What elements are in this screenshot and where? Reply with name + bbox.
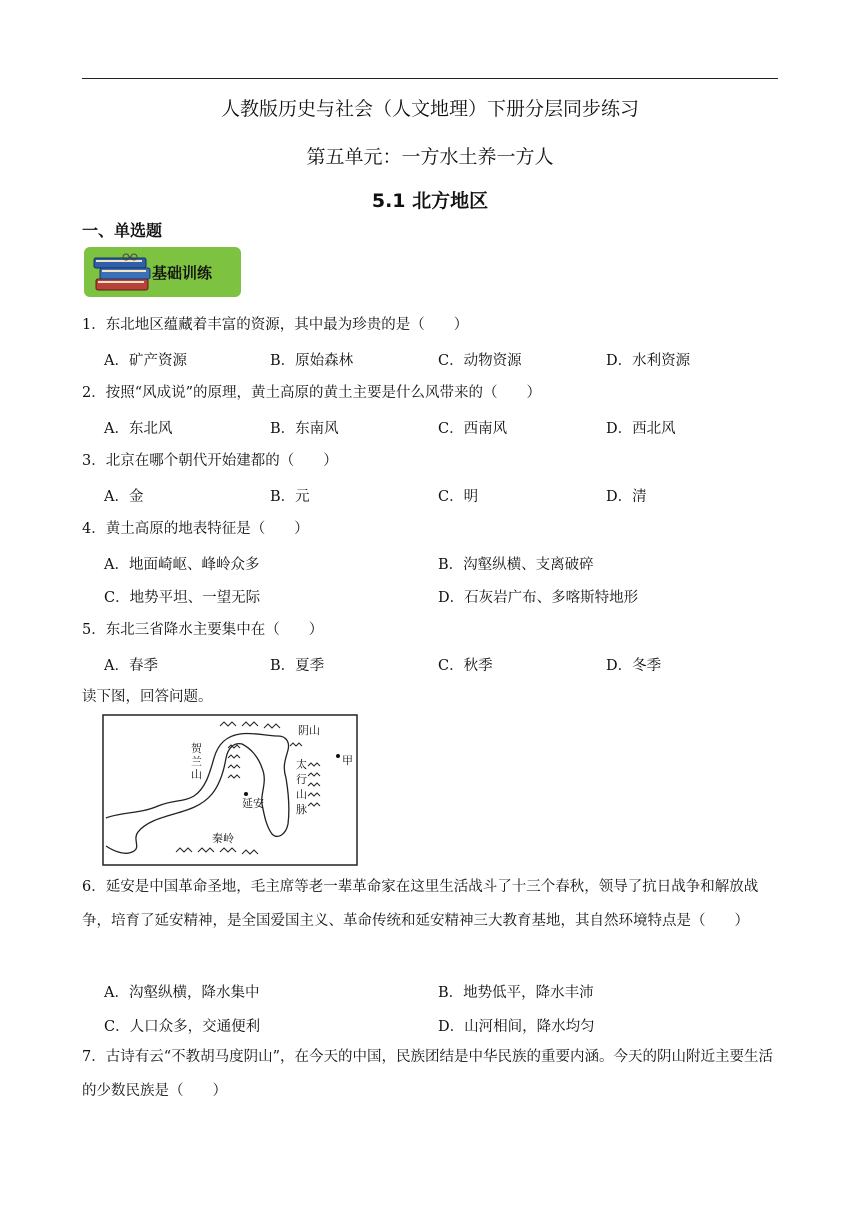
question-2-stem: 2．按照“风成说”的原理，黄土高原的黄土主要是什么风带来的（ ）: [82, 385, 542, 401]
q3-option-d: D．清: [606, 489, 647, 505]
map-label-jia: 甲: [342, 754, 353, 767]
map-label-yanan: 延安: [242, 797, 264, 810]
document-title: 人教版历史与社会（人文地理）下册分层同步练习: [220, 98, 639, 120]
map-label-taihang-2: 行: [296, 773, 307, 786]
q1-option-b: B．原始森林: [270, 353, 354, 369]
question-3-stem: 3．北京在哪个朝代开始建都的（ ）: [82, 453, 338, 469]
q5-option-d: D．冬季: [606, 658, 662, 674]
header-rule: [82, 78, 778, 79]
q4-option-c: C．地势平坦、一望无际: [104, 590, 261, 606]
q6-option-b: B．地势低平，降水丰沛: [438, 985, 594, 1001]
question-6-stem: 6．延安是中国革命圣地，毛主席等老一辈革命家在这里生活战斗了十三个春秋，领导了抗日战争和解放战争，培育了延安精神，是全国爱国主义、革命传统和延安精神三大教育基地，其自然环境特点是（ ）: [82, 879, 759, 929]
question-7-stem: 7．古诗有云“不教胡马度阴山”，在今天的中国，民族团结是中华民族的重要内涵。今天的阴山附近主要生活的少数民族是（ ）: [82, 1049, 774, 1099]
question-4-stem: 4．黄土高原的地表特征是（ ）: [82, 521, 309, 537]
map-label-helan-1: 贺: [191, 742, 202, 755]
map-label-yinshan: 阴山: [298, 724, 320, 737]
question-5-stem: 5．东北三省降水主要集中在（ ）: [82, 622, 324, 638]
q4-option-b: B．沟壑纵横、支离破碎: [438, 557, 594, 573]
q1-option-a: A．矿产资源: [104, 353, 187, 369]
map-label-qinling: 秦岭: [212, 832, 234, 845]
reading-prompt: 读下图，回答问题。: [82, 689, 213, 705]
q6-option-d: D．山河相间，降水均匀: [438, 1019, 595, 1035]
q4-option-a: A．地面崎岖、峰岭众多: [104, 557, 260, 573]
q5-option-b: B．夏季: [270, 658, 325, 674]
jia-dot: [336, 754, 340, 758]
q3-option-a: A．金: [104, 489, 144, 505]
map-label-taihang-4: 脉: [296, 803, 307, 816]
map-label-taihang-3: 山: [296, 788, 307, 801]
q5-option-a: A．春季: [104, 658, 158, 674]
q1-option-c: C．动物资源: [438, 353, 522, 369]
question-1-stem: 1．东北地区蕴藏着丰富的资源，其中最为珍贵的是（ ）: [82, 317, 469, 333]
q2-option-b: B．东南风: [270, 421, 339, 437]
q2-option-c: C．西南风: [438, 421, 508, 437]
unit-title: 第五单元：一方水土养一方人: [306, 146, 554, 168]
q2-option-d: D．西北风: [606, 421, 676, 437]
q6-option-c: C．人口众多，交通便利: [104, 1019, 261, 1035]
badge-label: 基础训练: [152, 264, 213, 282]
books-icon: [92, 253, 154, 295]
lesson-title: 5.1 北方地区: [371, 190, 489, 212]
q5-option-c: C．秋季: [438, 658, 493, 674]
basic-training-badge: [84, 247, 241, 297]
q6-option-a: A．沟壑纵横，降水集中: [104, 985, 260, 1001]
map-label-helan-2: 兰: [191, 755, 202, 768]
q2-option-a: A．东北风: [104, 421, 173, 437]
q4-option-d: D．石灰岩广布、多喀斯特地形: [438, 590, 639, 606]
section-heading: 一、单选题: [82, 221, 163, 240]
map-label-helan-3: 山: [191, 768, 202, 781]
q3-option-c: C．明: [438, 489, 479, 505]
q1-option-d: D．水利资源: [606, 353, 691, 369]
map-label-taihang-1: 太: [296, 758, 307, 771]
q3-option-b: B．元: [270, 489, 310, 505]
